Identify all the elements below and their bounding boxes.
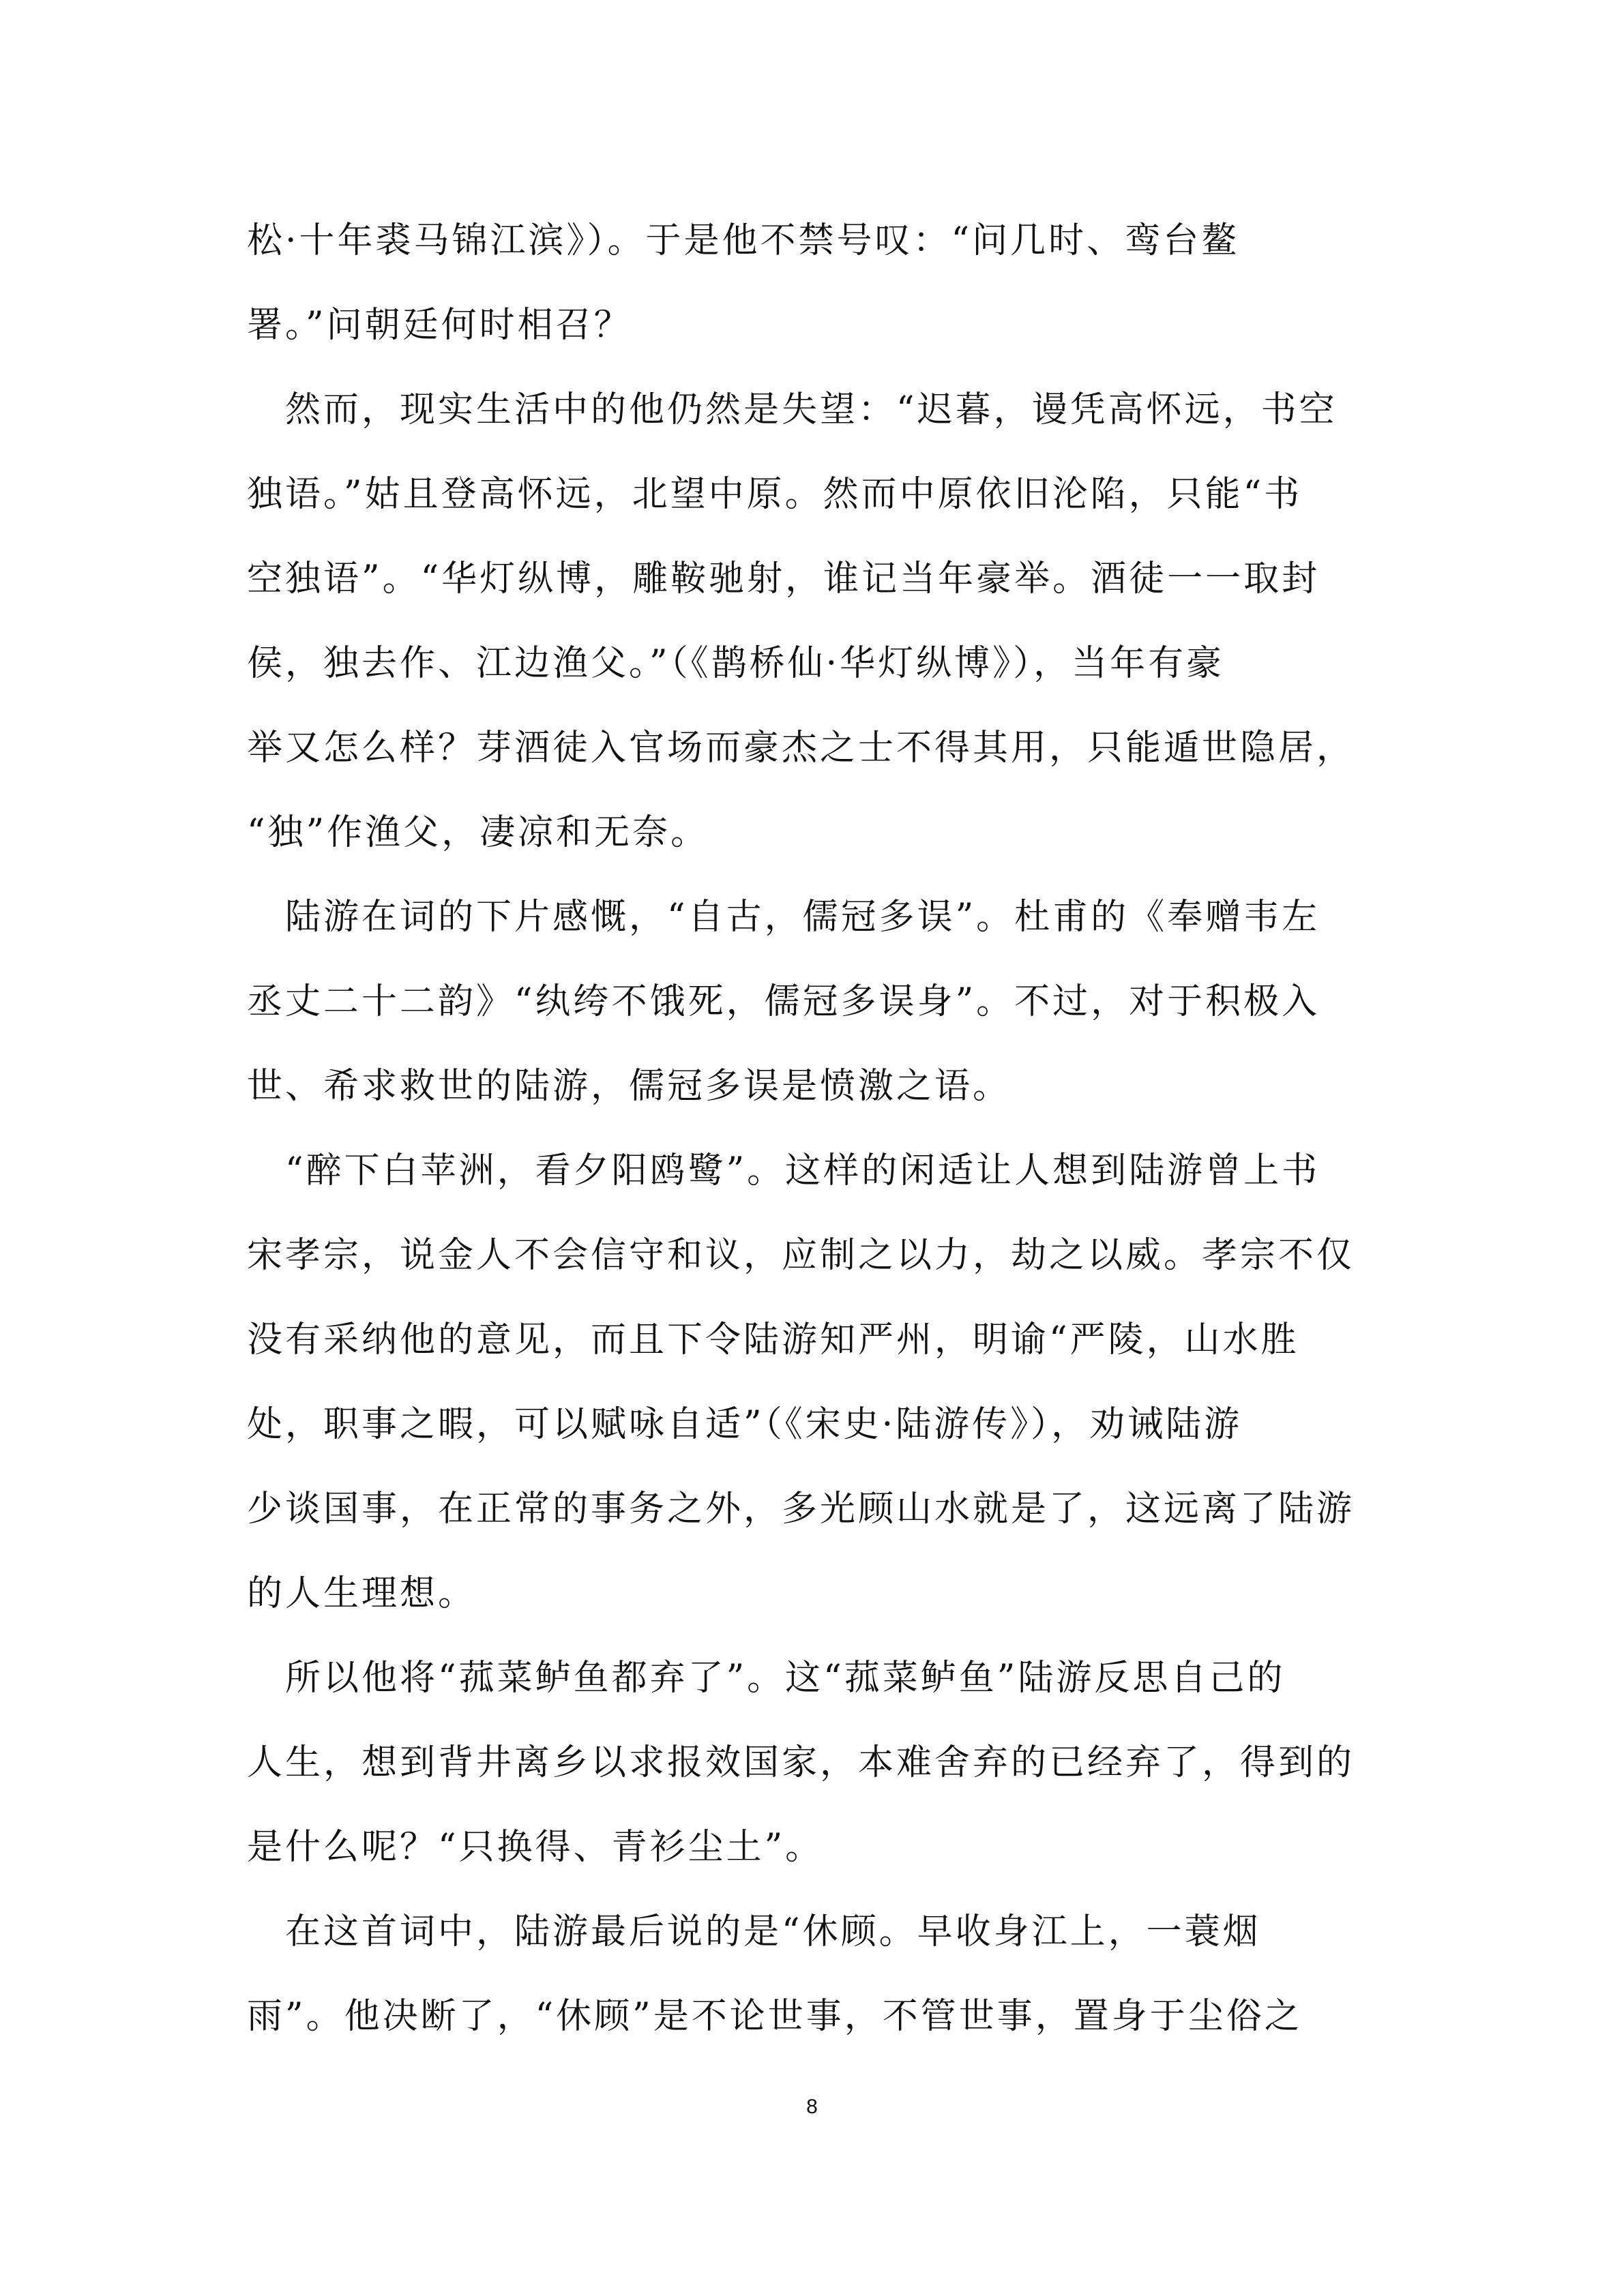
- text-line: 陆游在词的下片感慨，“自古，儒冠多误”。杜甫的《奉赠韦左: [247, 897, 1320, 938]
- text-line: 人生，想到背井离乡以求报效国家，本难舍弃的已经弃了，得到的: [247, 1742, 1355, 1783]
- text-line: 在这首词中，陆游最后说的是“休顾。早收身江上，一蓑烟: [247, 1911, 1261, 1952]
- text-line: 宋孝宗，说金人不会信守和议，应制之以力，劫之以威。孝宗不仅: [247, 1235, 1355, 1276]
- text-line: 举又怎么样？芽酒徒入官场而豪杰之士不得其用，只能遁世隐居，: [247, 728, 1355, 769]
- text-line: “醉下白苹洲，看夕阳鸥鹭”。这样的闲适让人想到陆游曾上书: [247, 1150, 1320, 1191]
- text-line: 松·十年裘马锦江滨》）。于是他不禁号叹：“问几时、鸾台鳌: [247, 220, 1240, 261]
- text-line: 丞丈二十二韵》“纨绔不饿死，儒冠多误身”。不过，对于积极入: [247, 981, 1320, 1022]
- text-line: 没有采纳他的意见，而且下令陆游知严州，明谕“严陵，山水胜: [247, 1320, 1299, 1360]
- text-line: 是什么呢？“只换得、青衫尘土”。: [247, 1827, 824, 1868]
- text-line: 雨”。他决断了，“休顾”是不论世事，不管世事，置身于尘俗之: [247, 1996, 1303, 2037]
- text-line: 所以他将“菰菜鲈鱼都弃了”。这“菰菜鲈鱼”陆游反思自己的: [247, 1658, 1286, 1699]
- text-line: 少谈国事，在正常的事务之外，多光顾山水就是了，这远离了陆游: [247, 1489, 1355, 1530]
- text-line: 署。”问朝廷何时相召？: [247, 305, 632, 346]
- text-line: 世、希求救世的陆游，儒冠多误是愤激之语。: [247, 1066, 1012, 1107]
- page-number: 8: [806, 2096, 818, 2118]
- text-line: 处，职事之暇，可以赋咏自适”（《宋史·陆游传》），劝诫陆游: [247, 1404, 1243, 1445]
- text-line: 然而，现实生活中的他仍然是失望：“迟暮，谩凭高怀远，书空: [247, 389, 1338, 430]
- text-line: 的人生理想。: [247, 1573, 477, 1614]
- text-line: “独”作渔父，凄凉和无奈。: [247, 812, 709, 853]
- text-line: 空独语”。“华灯纵博，雕鞍驰射，谁记当年豪举。酒徒一一取封: [247, 558, 1320, 599]
- text-line: 独语。”姑且登高怀远，北望中原。然而中原依旧沦陷，只能“书: [247, 474, 1303, 515]
- text-line: 侯，独去作、江边渔父。”（《鹊桥仙·华灯纵博》），当年有豪: [247, 643, 1225, 684]
